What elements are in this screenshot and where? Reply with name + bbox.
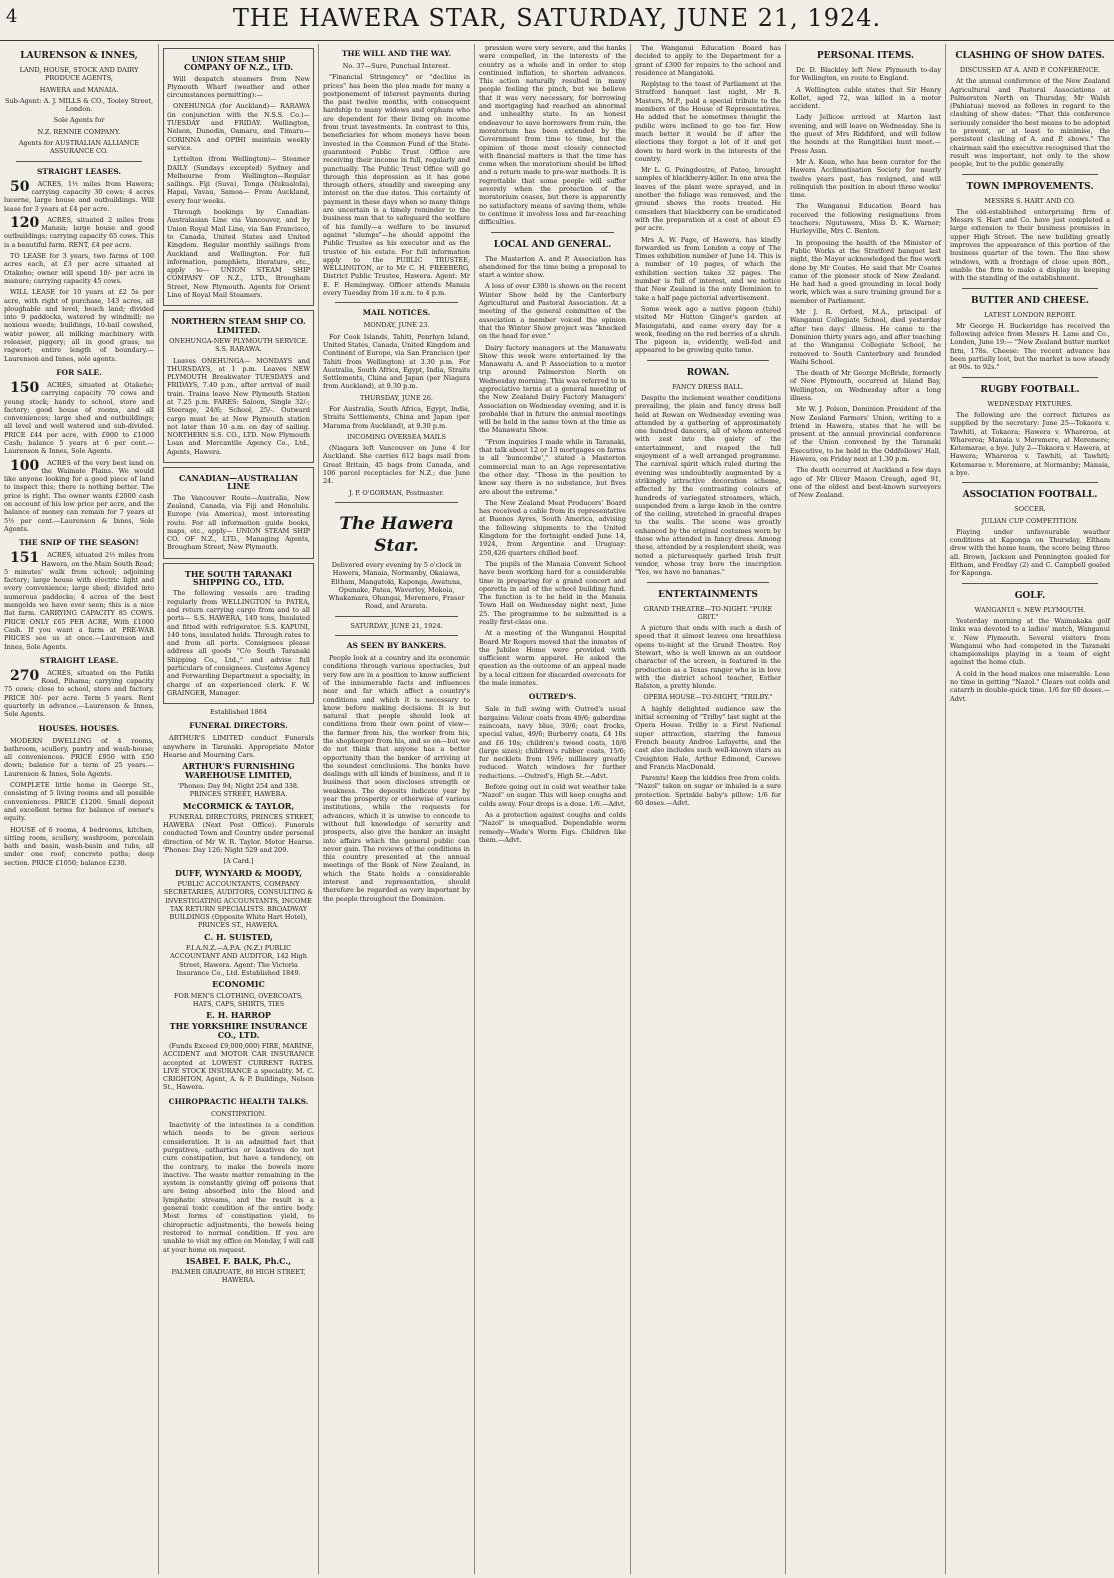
sydney: Lyttelton (from Wellington)— Steamer DAILY (Sundays excepted) Sydney and Melbourne from Wellington—Regular sailings. Fiji (Suva), Tonga (Nukualofa), Hapai, Vavau, Samoa— From Auckland, every four weeks.: [167, 155, 310, 205]
col5-text-3: Mr L. G. Poingdestre, of Pateo, brought samples of blackberry-killer. In one area the leaves of the plant were sprayed, and in another the foliage was removed, and the ground shows the roots treated. He considers that blackberry can be eradicated with the preparation at a cost of about £5 per acre.: [635, 166, 781, 233]
star-text: Delivered every evening by 5 o'clock in Hawera, Manaia, Normanby, Okaiawa, Eltham, Mangatoki, Kaponga, Awatuna, Opunake, Patea, Waverley, Mokoia, Whakamara, Ohangai, Meremere, Fraser Road, and Ararata.: [328, 560, 465, 611]
butter-cheese: BUTTER AND CHEESE.: [970, 295, 1090, 306]
golf: GOLF.: [1014, 590, 1046, 601]
clashing: CLASHING OF SHOW DATES.: [955, 51, 1105, 61]
will-text: "Financial Stringency" or "decline in prices" has been the plea made for many a postponement of interest payments during the past twelve months, with consequent hardship to many widows and orphans who are dependent for their living on income from trust investments. In contrast to this, beneficiaries for whom moneys have been invested in the Common Fund of the State-guaranteed Public Trust Office are receiving their income in full, regularly and punctually. The Public Trust Office will go through this depression as it has gone through others, steadily and sweeping any interest on the due dates. This certainty of payment in these days when so many things are uncertain is a timely reminder to the business man that to safeguard the welfare of his family—a welfare to be insured against "slumps"—he should appoint the Public Trustee as his executor and as the trustee of his estate. For full information apply to the PUBLIC TRUSTEE, WELLINGTON, or to Mr C. H. FREEBERG, District Public Trustee, Hawera. Agent: Mr E. F. Hemingway. Officer attends Manaia every Tuesday from 10 a.m. to 4 p.m.: [323, 73, 470, 298]
house-3: HOUSE of 6 rooms, 4 bedrooms, kitchen, sitting room, scullery, washroom, porcelain bath and basin, wash-basin and tubs, all under one roof; concrete paths; deep section. PRICE £1050; balance £230.: [4, 825, 154, 867]
sts-ad: [163, 563, 314, 704]
heading-snip: THE SNIP OF THE SEASON!: [19, 538, 139, 548]
column-4: [474, 44, 630, 1574]
heading-houses: HOUSES. HOUSES.: [38, 723, 120, 733]
economic: ECONOMIC: [212, 979, 265, 990]
listing-100: 100 ACRES of the very best land on the Waimate Plains. We would like anyone looking for a good piece of land to inspect this; there is nothing better. The price is right. The owner wants £2000 cash on account of his low price per acre, and the balance of money can remain for 7 years at 5½ per cent.—Laurenson & Innes, Sole Agents.: [4, 457, 154, 533]
divider: [335, 635, 458, 636]
local-2: A loss of over £300 is shown on the recent Winter Show held by the Canterbury Agricultural and Pastoral Association. At a meeting of the general committee of the association a member voiced the opinion that the Winter Show project was "knocked on the head for ever.": [479, 282, 626, 341]
page-number: 4: [6, 6, 18, 27]
constipation: CONSTIPATION.: [210, 1109, 267, 1118]
through: Through bookings by Canadian-Australasian Line via Vancouver, and by Union Royal Mail Line, via San Francisco, to Canada, United States and United Kingdom. Regular monthly sailings from Auckland and Wellington. For full information, pamphlets, literature, etc., apply to— UNION STEAM SHIP COMPANY OF N.Z., LTD., Brougham Street, New Plymouth. Agents for Orient Line of Royal Mail Steamers.: [167, 208, 310, 300]
divider: [335, 616, 458, 617]
personal-4: Mr A. Kean, who has been curator for the Hawera Acclimatisation Society for nearly twelve years past, has resigned, and will relinquish the position in about three weeks' time.: [790, 157, 941, 200]
column-2: [158, 44, 318, 1574]
town-improvements: TOWN IMPROVEMENTS.: [966, 181, 1094, 192]
column-3: [318, 44, 474, 1574]
heading-straight-leases: STRAIGHT LEASES.: [37, 166, 121, 176]
local-3: Dairy factory managers at the Manawatu Show this week were entertained by the Manawatu A. and P. Association to a motor trip around Palmerston North on Wednesday morning. This was referred to in appreciative terms at a general meeting of the New Zealand Dairy Factory Managers' Association on Wednesday evening, and it is probable that in future the annual meetings will be held in the same town at the time as the Manawatu Show.: [479, 343, 626, 435]
col5-text-4: Mrs A. W. Page, of Hawera, has kindly forwarded us from London a copy of The Times exhibition number of June 14. This is a number of 10 pages, of which the exhibition section takes 32 pages. The number is full of interest, and we notice that New Zealand is the only Dominion to take a half page pictorial advertisement.: [635, 235, 781, 302]
divider: [491, 232, 614, 233]
personal-6: In proposing the health of the Minister of Public Works at the Stratford banquet last night, the Mayor acknowledged the fine work done by Mr Coates. He said that Mr Coates came of the pioneer stock of New Zealand. He had had a good grounding in local body work, which was a sure training ground for a member of Parliament.: [790, 238, 941, 305]
arthur-text: ARTHUR'S LIMITED conduct Funerals anywhere in Taranaki. Appropriate Motor Hearse and Mourning Cars.: [163, 734, 314, 760]
arthur-name: ARTHUR'S FURNISHING WAREHOUSE LIMITED,: [182, 761, 295, 780]
established: Established 1864: [209, 708, 268, 717]
assoc-text: Playing under unfavourable weather conditions at Kaponga on Thursday, Eltham drew with the home team, the score being three all. Brown, Jackson and Pennington goaled for Eltham, and Fredlay (2) and C. Campbell goaled for Kaponga.: [950, 527, 1110, 578]
rugby: RUGBY FOOTBALL.: [980, 384, 1080, 395]
local-1: The Masterton A. and P. Association has abandoned for the time being a proposal to start a winter show.: [479, 254, 626, 280]
house-1: MODERN DWELLING of 4 rooms, bathroom, scullery, pantry and wash-house; all conveniences. PRICE £950 with £50 down; balance for a term of 25 years.—Laurenson & Innes, Sole Agents.: [4, 736, 154, 778]
will-way: THE WILL AND THE WAY.: [341, 49, 452, 58]
personal-8: The death of Mr George McBride, formerly of New Plymouth, occurred at Island Bay, Wellington, on Wednesday after a long illness.: [790, 369, 941, 402]
canadian-title: CANADIAN—AUSTRALIAN LINE: [179, 473, 298, 492]
duff-text: PUBLIC ACCOUNTANTS, COMPANY SECRETARIES, AUDITORS, CONSULTING & INVESTIGATING ACCOUNTANTS, INCOME TAX RETURN SPECIALISTS. BROADWAY BUILDINGS (Opposite White Hart Hotel), PRINCES ST., HAWERA.: [163, 879, 314, 930]
star-title: The Hawera Star.: [339, 513, 454, 556]
local-general: LOCAL AND GENERAL.: [493, 239, 612, 250]
personal-9: Mr W. J. Polson, Dominion President of the New Zealand Farmers' Union, writing to a friend in Hawera, states that he will be present at the annual provincial conference of the Union convened by the Taranaki Executive, to be held in the Oddfellows' Hall, Hawera, on Friday next at 1.30 p.m.: [790, 405, 941, 464]
local-5: The New Zealand Meat Producers' Board has received a cable from its representative at Buenos Ayres, South America, advising the following shipments to the United Kingdom for the fortnight ended June 14, 1924, from Argentine and Uruguay: 250,426 quarters chilled beef.: [479, 498, 626, 557]
rowan-text: Despite the inclement weather conditions prevailing, the plain and fancy dress ball held at Rowan on Wednesday evening was attended by a gathering of approximately one hundred dancers, all of whom entered with zest into the gaiety of the entertainment, and reaped the full enjoyment of a well arranged programme. The carnival spirit which ruled during the evening was undoubtedly augmented by a strikingly attractive decoration scheme, effected by the contrasting colours of hundreds of variegated streamers, which, suspended from a large knob in the centre of the ceiling, stretched in graceful drapes to the walls. The scene was greatly enhanced by the original costumes worn by those who attended in fancy dress. Among these, attended by a resplendent sheik, was noted a picturesquely garbed Irish fruit vendor, whose tray bore the inscription "Yes, we have no bananas.": [635, 393, 781, 577]
masthead: [0, 0, 1114, 41]
balk-addr: PALMER GRADUATE, 88 HIGH STREET, HAWERA.: [171, 1268, 306, 1285]
issue-date: SATURDAY, JUNE 21, 1924.: [350, 621, 443, 630]
clashing-text: At the annual conference of the New Zealand Agricultural and Pastoral Associations at Palmerston North on Thursday, Mr Walsh (Pahiatua) moved as follows in regard to the clashing of show dates: "That this conference seriously consider the best means to be adopted to prevent, or at least to minimise, the persistent clashing of A. and P. shows." The chairman said the executive recognised that the result was important, not only to the show people, but to the public generally.: [950, 77, 1110, 169]
fancy-dress: FANCY DRESS BALL.: [672, 382, 744, 391]
personal-7: Mr J. R. Orford, M.A., principal of Wanganui Collegiate School, died yesterday after two days' illness. He came to the Dominion thirty years ago, and after teaching at the Wanganui Collegiate School, he removed to South Canterbury and founded Waihi School.: [790, 308, 941, 366]
town-sub: MESSRS S. HART AND CO.: [984, 196, 1076, 205]
sts-title: THE SOUTH TARANAKI SHIPPING CO., LTD.: [184, 568, 293, 588]
incoming-text: (Niagara left Vancouver on June 4 for Auckland. She carries 612 bags mail from Great Britain, 45 bags from Canada, and 106 parcel receptacles for N.Z.; due June 24.: [323, 444, 470, 486]
mail-thursday: THURSDAY, JUNE 26.: [360, 393, 433, 402]
butter-text: Mr George H. Buckeridge has received the following advice from Messrs H. Lane and Co., London, June 19:— "New Zealand butter market firm, 178s. Cheese: The recent advance has been partially lost, but the market is now steady at 90s. to 92s.": [950, 321, 1110, 372]
personal-5: The Wanganui Education Board has received the following resignations from teachers: Ngutuwera, Miss D. K. Warner; Hurleyville, Mrs C. Benton.: [790, 202, 941, 236]
column-1: [0, 44, 158, 1574]
postmaster: J. P. O'GORMAN, Postmaster.: [349, 488, 444, 497]
house-2: COMPLETE little home in George St., consisting of 5 living rooms and all possible conveniences. PRICE £1200. Small deposit and excellent terms for balance of owner's equity.: [4, 781, 154, 823]
column-7: [945, 44, 1114, 1574]
personal-3: Lady Jellicoe arrived at Marton last evening, and will leave on Wednesday. She is the guest of Mrs Riddiford, and will follow the hounds at the Rangitikei hunt meet.—Press Assn.: [790, 113, 941, 155]
personal-2: A Wellington cable states that Sir Henry Kellet, aged 72, was killed in a motor accident.: [790, 85, 941, 111]
sts-text: The following vessels are trading regularly from WELLINGTON to PATEA, and return carrying cargo from and to all ports— S.S. HAWERA, 140 tons, Insulated and fitted with refrigerator. S.S. KAPUNI, 140 tons, insulated holds. Through rates to and from all ports. Consignees please address all goods "C/o South Taranaki Shipping Co., Ltd.," and advise full particulars of consignees. Customs Agency and Forwarding Department a specialty, in charge of an experienced clerk. F. W. GRAINGER, Manager.: [167, 589, 310, 697]
listing-151: 151 ACRES, situated 2½ miles from Hawera, on the Main South Road; 5 minutes' walk from school; adjoining factory; large house with electric light and every convenience; large shed; divided into numerous paddocks; 4 acres of the best mangolds we have ever seen; this is a nice flat farm. CARRYING CAPACITY 85 COWS. PRICE ONLY £65 PER ACRE, With £1000 Cash. If you want a farm at PRE-WAR PRICES see us at once.—Laurenson and Innes, Sole Agents.: [4, 550, 154, 651]
heading-for-sale: FOR SALE.: [56, 367, 102, 377]
soccer: SOCCER.: [1014, 505, 1046, 514]
rugby-text: The following are the correct fixtures as supplied by the secretary: June 25—Tokaora v. Tawhiti, at Tokaora; Hawera v. Whareroa, at Whareroa; Manaia v. Meremere, at Meremere; Ketemarae, a bye. July 2—Tokaora v. Hawera, at Hawera; Whareroa v. Tawhiti, at Tawhiti; Ketemarae v. Meremere, at Normanby; Manaia, a bye.: [950, 410, 1110, 477]
arthur-phone: 'Phones: Day 94; Night 254 and 338. PRINCES STREET, HAWERA.: [177, 781, 300, 799]
opera-text: A highly delighted audience saw the initial screening of "Trilby" last night at the Opera House. Trilby is a First National super attraction, starring the famous French beauty Andree Lafayette, and the cast also includes such well-known stars as Creighton Hale, Arthur Edmond, Carewe and Francis MacDonald.: [635, 704, 781, 771]
nss-sub: ONEHUNGA-NEW PLYMOUTH SERVICE. S.S. RARAWA.: [169, 336, 308, 354]
outred-text: Sale in full swing with Outred's usual bargains: Velour coats from 49/6; gaberdine raincoats, navy blue, 39/6; coat frocks, special value, 49/6; Burberry coats, £4 10s and £6 10s; children's tweed coats, 10/6 (large sizes); children's rubber coats, 15/6; fur necklets from 19/6; millinery greatly reduced. Watch windows for further reductions. —Outred's, High St.—Advt.: [479, 705, 626, 780]
column-6: [785, 44, 945, 1574]
listing-50: 50 ACRES, 1½ miles from Hawera; carrying capacity 30 cows; 4 acres lucerne, large house and outbuildings. Will lease for 3 years at £4 per acre.: [4, 178, 154, 213]
listing-150: 150 ACRES, situated at Otakeho; carrying capacity 70 cows and young stock; handy to school, store and factory; good house of rooms, and all conveniences; large shed and outbuildings; all level and well watered and sub-divided. PRICE £44 per acre, with £900 to £1000 Cash; balance 5 years at 6 per cent.—Laurenson & Innes, Sole Agents.: [4, 379, 154, 456]
golf-text-2: A cold in the head makes one miserable. Lose no time in getting "Nazol." Clears out colds and catarrh in double-quick time. 1/6 for 60 doses.—Advt.: [950, 669, 1110, 703]
suisted: C. H. SUISTED,: [204, 931, 273, 942]
association-football: ASSOCIATION FOOTBALL.: [962, 490, 1098, 501]
agents-aus: Agents for AUSTRALIAN ALLIANCE ASSURANCE CO.: [18, 139, 140, 156]
incoming: INCOMING OVERSEA MAILS: [347, 432, 446, 441]
usc-title: UNION STEAM SHIP COMPANY OF N.Z., LTD.: [183, 54, 294, 73]
duff: DUFF, WYNYARD & MOODY,: [174, 867, 303, 878]
yorkshire: THE YORKSHIRE INSURANCE CO., LTD.: [169, 1021, 308, 1040]
rennie: N.Z. RENNIE COMPANY.: [37, 127, 121, 136]
divider: [647, 582, 769, 583]
heading-straight-lease: STRAIGHT LEASE.: [39, 655, 119, 665]
firm-line-1: LAND, HOUSE, STOCK AND DAIRY PRODUCE AGENTS,: [19, 66, 139, 83]
will-lease: WILL LEASE for 10 years at £2 5s per acre, with right of purchase, 143 acres, all ploughable and level, beach land; divided into 9 paddocks, watered by windmill; no noxious weeds; buildings, 10-bail cowshed, water power, all milking machinery with releaser, piggery; all in good grass; no ragwort; entire length of boundary.—Laurenson and Innes, sole agents.: [4, 288, 154, 363]
will-sub: No. 37—Sure, Punctual Interest.: [342, 62, 451, 70]
sole-agents: Sole Agents for: [53, 116, 105, 125]
divider: [647, 360, 769, 361]
local-6: The pupils of the Manaia Convent School have been working hard for a considerable time in preparing for a grand concert and operetta in aid of the school building fund. The function is to be held in the Manaia Town Hall on Wednesday night next, June 25. The programme to be submitted is a really first-class one.: [479, 559, 626, 626]
divider: [962, 377, 1098, 378]
listing-270: 270 ACRES, situated on the Patiki Road, Pihama; carrying capacity 75 cows; close to school, store and factory. PRICE 30/- per acre. Term 5 years. Rent quarterly in advance.—Laurenson & Innes, Sole Agents.: [4, 667, 154, 719]
grand-text: A picture that ends with such a dash of speed that it almost leaves one breathless opens to-night at the Grand Theatre. Roy Stewart, who is well known as an outdoor character of the screen, is featured in the production as a Texas ranger who is in love with the district school teacher, Esther Ralston, a pretty blonde.: [635, 624, 781, 691]
divider: [962, 482, 1098, 483]
col5-top: The Wanganui Education Board has decided to apply to the Department for a grant of £300 for repairs to the school and residence at Mangatoki.: [635, 44, 781, 77]
usc-ad: [163, 48, 314, 306]
canadian-text: The Vancouver Route—Australia, New Zealand, Canada, via Fiji and Honolulu. Europe (via America), most interesting route. For all information guide books, maps, etc., apply— UNION STEAM SHIP CO. OF N.Z., LTD., Managing Agents, Brougham Street, New Plymouth.: [167, 493, 310, 552]
clashing-sub: DISCUSSED AT A. AND P. CONFERENCE.: [959, 66, 1101, 74]
mccormick-text: FUNERAL DIRECTORS, PRINCES STREET, HAWERA (Next Post Office). Funerals conducted Town and Country under personal direction of Mr W. R. Taylor. Motor Hearse. 'Phones: Day 126; Night 529 and 209.: [163, 812, 314, 855]
outred-text-2: Before going out in cold wet weather take "Nazol" on sugar. This will keep coughs and colds away. Four drops is a dose. 1/6.—Advt.: [479, 783, 626, 808]
funeral-heading: FUNERAL DIRECTORS.: [189, 721, 288, 731]
firm-line-2: HAWERA and MANAIA.: [39, 85, 119, 94]
col5-text-2: Replying to the toast of Parliament at the Stratford banquet last night, Mr R. Masters, M.P., paid a special tribute to the members of the House of Representatives. He added that he sometimes thought the public were inclined to go too far. How much better it would be if after the elections they forgot a lot of it and got down to hard work in the interests of the country.: [635, 80, 781, 163]
local-7: At a meeting of the Wanganui Hospital Board Mr Rogers moved that the inmates of the Jubilee Home were provided with sufficient warm apparel. He asked the question as the outcome of an appeal made by a local citizen for discarded overcoats for the male inmates.: [479, 629, 626, 688]
golf-text: Yesterday morning at the Waimakaka golf links was devoted to a ladies' match, Wanganui v. New Plymouth. Several visitors from Wanganui who had competed in the Taranaki championships playing in a team of eight against the home club.: [950, 616, 1110, 667]
butter-sub: LATEST LONDON REPORT.: [984, 310, 1076, 319]
grand: GRAND THEATRE—TO-NIGHT. "PURE GRIT.": [643, 604, 773, 621]
yorkshire-text: (Funds Exceed £9,000,000) FIRE, MARINE, ACCIDENT and MOTOR CAR INSURANCE accepted at LOWEST CURRENT RATES. LIVE STOCK INSURANCE a speciality. M. C. CRIGHTON, Agent, A. & P. Buildings, Nelson St., Hawera.: [163, 1041, 314, 1092]
chiro-text: Inactivity of the intestines is a condition which needs to be given serious consideration. It is an admitted fact that purgatives, cathartics or laxatives do not cure constipation, but have a tendency, on the contrary, to make the bowels more inactive. The waste matter remaining in the system is constantly giving off poisons that are being absorbed into the blood and lymphatic streams, and the result is a general toxic condition of the entire body. Most forms of constipation yield, to chiropractic adjustments, the bowels being restored to normal condition. If you are unable to visit my office on Monday, I will call at your home on request.: [163, 1121, 314, 1254]
newspaper-title: THE HAWERA STAR, SATURDAY, JUNE 21, 1924.: [232, 4, 882, 32]
onehunga: ONEHUNGA (for Auckland)— RARAWA (in conjunction with the N.S.S. Co.)— TUESDAY and FRIDAY. Wellington, Nelson, Dunedin, Oamaru, and Timaru— CORINNA and OPIHI maintain weekly service.: [167, 102, 310, 152]
julian-cup: JULIAN CUP COMPETITION.: [981, 516, 1079, 525]
bankers-heading: AS SEEN BY BANKERS.: [346, 641, 447, 651]
opera: OPERA HOUSE—TO-NIGHT, "TRILBY.": [643, 693, 773, 702]
nss-text: Leaves ONEHUNGA— MONDAYS and THURSDAYS, at 1 p.m. Leaves NEW PLYMOUTH Breakwater TUESDAYS and FRIDAYS, 7.40 p.m., after arrival of mail train. Trains leave New Plymouth Station at 7.25 p.m. FARES: Saloon, Single 32/-; Steerage, 24/6; School, 25/-. Outward cargo must be at New Plymouth station not later than 10 a.m. on day of sailing. NORTHERN S.S. CO., LTD. New Plymouth Loan and Mercantile Agency Co., Ltd., Agents, Hawera.: [167, 356, 310, 456]
personal-1: Dr. D. Blackley left New Plymouth to-day for Wellington, en route to England.: [790, 66, 941, 83]
column-5: [630, 44, 785, 1574]
divider: [335, 502, 458, 503]
mail-text-2: For Australia, South Africa, Egypt, India, Straits Settlements, China and Japan (per Marama from Auckland), at 9.30 p.m.: [323, 404, 470, 430]
listing-120: 120 ACRES, situated 2 miles from Manaia; large house and good outbuildings; carrying capacity 65 cows. This is a beautiful farm. RENT, £4 per acre.: [4, 214, 154, 249]
balk: ISABEL F. BALK, Ph.C.,: [186, 1255, 291, 1266]
divider: [335, 302, 458, 303]
outred: OUTRED'S.: [528, 692, 577, 702]
personal-10: The death occurred at Auckland a few days ago of Mr Oliver Mason Creagh, aged 91, one of the oldest and best-known surveyors of New Zealand.: [790, 466, 941, 500]
divider: [962, 288, 1098, 289]
nss-title: NORTHERN STEAM SHIP CO. LIMITED.: [171, 316, 306, 335]
col4-top-text: pression were very severe, and the banks were compelled, in the interests of the country as a whole and in order to stop continued inflation, to shorten advances. This action naturally resulted in many people feeling the pinch, but we believe that it was very necessary, for borrowing and mortgaging had reached an abnormal and unhealthy state. In an honest endeavour to save borrowers from ruin, the moratorium has been extended by the Government from time to time, but the opinion of those most closely connected with financial matters is that the time has come when the moratorium should be lifted and a return made to pre-war methods. It is regrettable that some people will suffer severely when the protection of the moratorium ceases, but there is apparently no satisfactory means of saving them, while to continue it involves loss and far-reaching difficulties.: [479, 44, 626, 227]
col5-text-5: Some week ago a native pigeon (tuhi) visited Mr Hutton Ginger's garden at Maungatahi, and came every day for a week, feeding on the red berries of a shrub. The pigeon is, evidently, well-fed and appeared to be growing quite tame.: [635, 304, 781, 355]
mail-text-1: For Cook Islands, Tahiti, Penrhyn Island, United States, Canada, United Kingdom and Continent of Europe, via San Francisco (per Tahiti from Wellington) at 3.30 p.m. For Australia, South Africa, Egypt, India, Straits Settlements, China and Japan (per Niagara from Auckland), at 9.30 p.m.: [323, 332, 470, 391]
sub-agent: Sub-Agent: A. J. MILLS & CO., Tooley Street, London.: [4, 96, 154, 114]
divider: [16, 161, 142, 162]
mccormick: McCORMICK & TAYLOR,: [182, 800, 295, 811]
mail-monday: MONDAY, JUNE 23.: [363, 321, 430, 330]
harrop: E. H. HARROP: [206, 1010, 271, 1021]
golf-sub: WANGANUI v. NEW PLYMOUTH.: [974, 605, 1086, 614]
outred-text-3: As a protection against coughs and colds "Nazol" is unequalled. Dependable worm remedy—Wade's Worm Figs. Children like them.—Advt.: [479, 810, 626, 844]
entertainments: ENTERTAINMENTS: [658, 589, 758, 600]
economic-text: FOR MEN'S CLOTHING, OVERCOATS, HATS, CAPS, SHIRTS, TIES: [174, 991, 303, 1008]
canadian-ad: [163, 467, 314, 559]
bankers-text: People look at a country and its economic conditions through various spectacles, but very few are in a position to know sufficient of the innumerable facts and influences near and far which affect a country's conditions and which it is necessary to know before making decisions. It is but natural that people should look at conditions from their own point of view—the farmer from his, the worker from his, the shopkeeper from his, and so on—but we do not think that anyone has a better opportunity than the banker of arriving at the soundest conclusions. The banks have dealings with all kinds of business, and it is business that soon discloses strength or weakness. The deposits indicate year by year the prosperity or otherwise of various institutions, while the requests for advances, which it is unwise to concede to without full knowledge of security and prospects, also give the banker an insight into affairs which the general public can never gain. The reviews of the conditions in this country presented at the annual meetings of the Bank of New Zealand, in which the State holds a considerable interest and representation, should therefore be regarded as very important by the people throughout the Dominion.: [323, 654, 470, 903]
lease-text: TO LEASE for 3 years, two farms of 100 acres each, at £3 per acre situated at Otakeho; owner will spend 10/- per acre in manure; carrying capacity 45 cows.: [4, 252, 154, 285]
nss-ad: [163, 310, 314, 463]
card: [A Card.]: [223, 857, 254, 866]
suisted-text: F.I.A.N.Z.—A.P.A. (N.Z.) PUBLIC ACCOUNTANT AND AUDITOR, 142 High Street, Hawera. Agent: The Victoria Insurance Co., Ltd. Established 1849.: [170, 944, 307, 977]
chiro: CHIROPRACTIC HEALTH TALKS.: [168, 1096, 309, 1106]
usc-text: Will despatch steamers from New Plymouth Wharf (weather and other circumstances permitting):—: [167, 74, 310, 100]
personal-items: PERSONAL ITEMS.: [816, 51, 915, 61]
divider: [962, 174, 1098, 175]
mail-notices: MAIL NOTICES.: [362, 308, 431, 318]
firm-name: LAURENSON & INNES,: [20, 51, 138, 61]
town-text: The old-established enterprising firm of Messrs S. Hart and Co. have just completed a large extension to their business premises in upper High Street. The new building greatly improves the appearance of this portion of the business quarter of the town. The fine show windows, with a frontage of close upon 80ft., enable the firm to make a display in keeping with the standing of the establishment.: [950, 207, 1110, 283]
rugby-sub: WEDNESDAY FIXTURES.: [987, 399, 1073, 408]
rowan: ROWAN.: [686, 367, 730, 378]
opera-text-2: Parents! Keep the kiddies free from colds. "Nazol" taken on sugar or inhaled is a sure protection. Sprinkle baby's pillow; 1/6 for 60 doses.—Advt.: [635, 774, 781, 808]
local-4: "From inquiries I made while in Taranaki, that talk about 12 or 13 mortgages on farms is all 'buncombe'," stated a Masterton commercial man to an Age representative the other day. "Those in the position to know say there is no substance, but fives are about the extreme.": [479, 437, 626, 496]
divider: [962, 583, 1098, 584]
